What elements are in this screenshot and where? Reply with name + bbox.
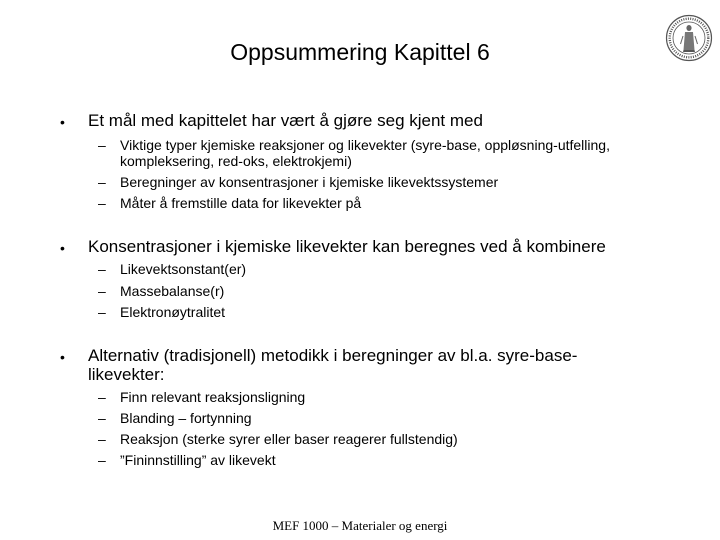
dash-marker: – (98, 195, 106, 211)
sub-bullet-text: Blanding – fortynning (120, 410, 252, 426)
bullet-marker: • (60, 349, 65, 365)
slide-title: Oppsummering Kapittel 6 (230, 39, 490, 65)
sub-bullet-text: Elektronøytralitet (120, 304, 226, 320)
sub-bullet-text: Reaksjon (sterke syrer eller baser reagerer fullstendig) (120, 431, 458, 447)
dash-marker: – (98, 137, 106, 153)
bullet-marker: • (60, 240, 65, 256)
slide-footer: MEF 1000 – Materialer og energi (272, 518, 448, 533)
university-seal-icon (665, 14, 713, 62)
sub-bullet-text: Viktige typer kjemiske reaksjoner og likevekter (syre-base, oppløsning-utfelling, kompleksering, red-oks, elektrokjemi) (120, 137, 610, 169)
dash-marker: – (98, 261, 106, 277)
dash-marker: – (98, 452, 106, 468)
dash-marker: – (98, 174, 106, 190)
sub-bullet-text: Beregninger av konsentrasjoner i kjemiske likevektssystemer (120, 174, 499, 190)
bullet-text: Konsentrasjoner i kjemiske likevekter kan beregnes ved å kombinere (88, 237, 606, 256)
dash-marker: – (98, 431, 106, 447)
sub-bullet-text: Massebalanse(r) (120, 283, 225, 299)
sub-bullet-text: Finn relevant reaksjonsligning (120, 389, 306, 405)
dash-marker: – (98, 410, 106, 426)
sub-bullet-text: Likevektsonstant(er) (120, 261, 247, 277)
bullet-text: Alternativ (tradisjonell) metodikk i beregninger av bl.a. syre-base-likevekter: (88, 346, 578, 384)
bullet-text: Et mål med kapittelet har vært å gjøre seg kjent med (88, 111, 483, 130)
dash-marker: – (98, 304, 106, 320)
dash-marker: – (98, 389, 106, 405)
dash-marker: – (98, 283, 106, 299)
sub-bullet-text: ”Fininnstilling” av likevekt (120, 452, 276, 468)
bullet-marker: • (60, 114, 65, 130)
sub-bullet-text: Måter å fremstille data for likevekter på (120, 195, 362, 211)
